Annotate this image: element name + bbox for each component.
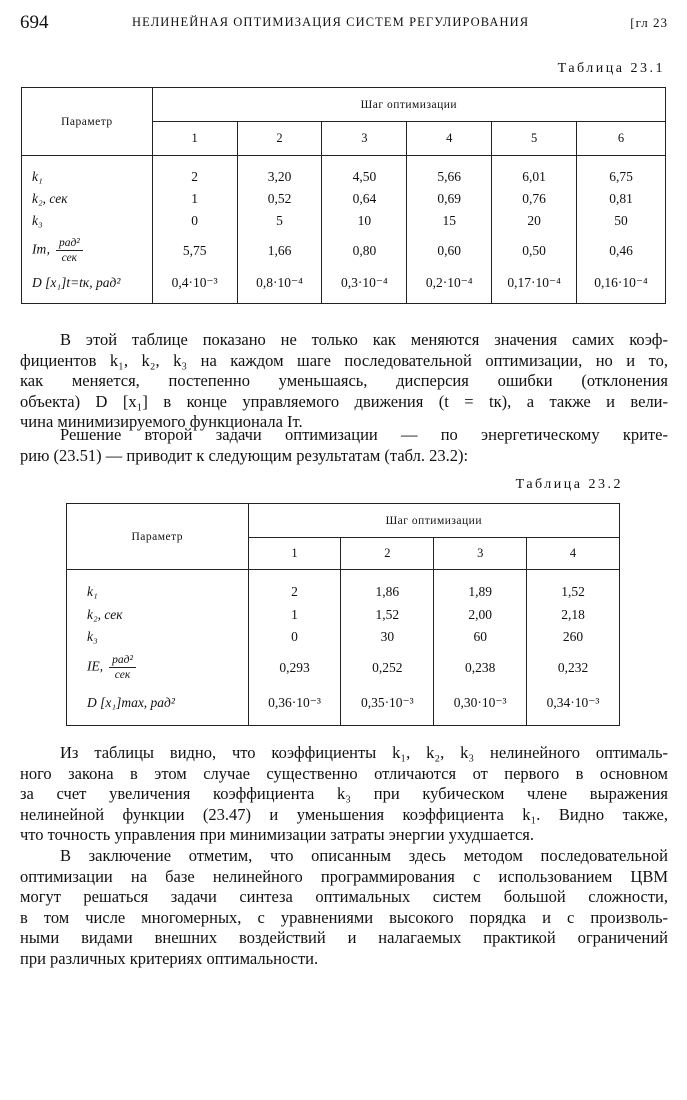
table-row bbox=[22, 270, 666, 304]
table-cell: 0,293 bbox=[248, 648, 341, 688]
table-cell: 0,35·10⁻³ bbox=[341, 688, 434, 726]
table2-step: 2 bbox=[341, 538, 434, 570]
row-label: D [x₁]max, рад² bbox=[87, 695, 175, 711]
row-label: k₁ bbox=[32, 168, 43, 184]
table-row bbox=[22, 210, 666, 232]
text-line: чина минимизируемого функционала Iт. bbox=[20, 412, 303, 432]
table-row bbox=[22, 188, 666, 210]
text-line: В заключение отметим, что описанным здесь методом последовательной bbox=[60, 846, 668, 865]
table2-step: 3 bbox=[434, 538, 527, 570]
text-line: ного закона в этом случае существенно отличаются от первого в основном bbox=[20, 763, 668, 783]
table2-step: 1 bbox=[248, 538, 341, 570]
table-cell: 0,238 bbox=[434, 648, 527, 688]
table-cell: 0,2·10⁻⁴ bbox=[407, 270, 492, 304]
table2-caption: Таблица 23.2 bbox=[515, 477, 623, 492]
row-label: IE, bbox=[87, 658, 104, 674]
row-label: k₂, сек bbox=[87, 606, 123, 622]
text-line: за счет увеличения коэффициента k₃ при кубическом члене выражения bbox=[20, 784, 668, 804]
table-cell: 0,34·10⁻³ bbox=[527, 688, 620, 726]
table-cell: 3,20 bbox=[237, 156, 322, 188]
table-row bbox=[67, 648, 620, 688]
table2-param-header: Параметр bbox=[67, 504, 249, 570]
text-line: как меняется, постепенно уменьшаясь, дисперсия ошибки (отклонения bbox=[20, 371, 668, 391]
running-title: НЕЛИНЕЙНАЯ ОПТИМИЗАЦИЯ СИСТЕМ РЕГУЛИРОВАНИЯ bbox=[132, 15, 530, 29]
paragraph-2 bbox=[20, 425, 668, 466]
table-cell: 4,50 bbox=[322, 156, 407, 188]
table-cell: 1 bbox=[248, 604, 341, 626]
table-cell: 1,86 bbox=[341, 570, 434, 604]
page-header bbox=[20, 12, 668, 36]
table-cell: 60 bbox=[434, 626, 527, 648]
unit-fraction: $\frac{\text{рад²}}{\text{сек}}$ bbox=[109, 654, 136, 681]
text-line: нелинейной функции (23.47) и уменьшения коэффициента k₁. Видно также, bbox=[20, 804, 668, 824]
text-line: Из таблицы видно, что коэффициенты k₁, k₂, k₃ нелинейного оптималь- bbox=[60, 743, 668, 762]
table-row bbox=[22, 156, 666, 188]
table-row bbox=[67, 688, 620, 726]
row-label: k₂, сек bbox=[32, 190, 68, 206]
page-number: 694 bbox=[20, 12, 49, 33]
table-cell: 0,46 bbox=[577, 232, 666, 270]
table-cell: 1,66 bbox=[237, 232, 322, 270]
paragraph-4 bbox=[20, 846, 668, 970]
row-label: Iт, bbox=[32, 241, 50, 257]
table-cell: 30 bbox=[341, 626, 434, 648]
table1-step: 6 bbox=[577, 122, 666, 156]
table-cell: 0,36·10⁻³ bbox=[248, 688, 341, 726]
paragraph-3 bbox=[20, 743, 668, 846]
text-line: Решение второй задачи оптимизации — по энергетическому крите- bbox=[60, 425, 668, 444]
table-cell: 6,75 bbox=[577, 156, 666, 188]
text-line: объекта) D [x₁] в конце управляемого движения (t = tк), а также и вели- bbox=[20, 391, 668, 411]
table-cell: 0,252 bbox=[341, 648, 434, 688]
text-line: при различных критериях оптимальности. bbox=[20, 948, 319, 968]
table-cell: 0,17·10⁻⁴ bbox=[492, 270, 577, 304]
table-cell: 260 bbox=[527, 626, 620, 648]
table-cell: 0,52 bbox=[237, 188, 322, 210]
table-cell: 5 bbox=[237, 210, 322, 232]
row-label: k₃ bbox=[32, 212, 43, 228]
table1-caption: Таблица 23.1 bbox=[557, 61, 665, 76]
table-cell: 5,66 bbox=[407, 156, 492, 188]
table-cell: 1,52 bbox=[527, 570, 620, 604]
table-cell: 20 bbox=[492, 210, 577, 232]
table-cell: 2,18 bbox=[527, 604, 620, 626]
text-line: рию (23.51) — приводит к следующим результатам (табл. 23.2): bbox=[20, 445, 469, 465]
table1-step: 2 bbox=[237, 122, 322, 156]
table-cell: 0,50 bbox=[492, 232, 577, 270]
table2-step: 4 bbox=[527, 538, 620, 570]
unit-fraction: $\frac{\text{рад²}}{\text{сек}}$ bbox=[56, 237, 83, 264]
table-cell: 0,8·10⁻⁴ bbox=[237, 270, 322, 304]
table-cell: 0 bbox=[152, 210, 237, 232]
table-row bbox=[67, 570, 620, 604]
table1-step: 4 bbox=[407, 122, 492, 156]
table-cell: 10 bbox=[322, 210, 407, 232]
table-cell: 0,81 bbox=[577, 188, 666, 210]
table-cell: 2,00 bbox=[434, 604, 527, 626]
table-cell: 0,16·10⁻⁴ bbox=[577, 270, 666, 304]
table-cell: 0,76 bbox=[492, 188, 577, 210]
row-label: k₁ bbox=[87, 583, 98, 599]
text-line: что точность управления при минимизации затраты энергии ухудшается. bbox=[20, 825, 535, 845]
table1-param-header: Параметр bbox=[22, 88, 153, 156]
row-label: D [x₁]t=tк, рад² bbox=[32, 275, 121, 291]
table-cell: 0 bbox=[248, 626, 341, 648]
table-23-2 bbox=[66, 503, 620, 726]
table-row bbox=[67, 626, 620, 648]
table2-step-header: Шаг оптимизации bbox=[248, 504, 619, 538]
table-cell: 1 bbox=[152, 188, 237, 210]
table-cell: 5,75 bbox=[152, 232, 237, 270]
table-cell: 2 bbox=[152, 156, 237, 188]
table-cell: 0,80 bbox=[322, 232, 407, 270]
text-line: ными видами внешних воздействий и налагаемых практикой ограничений bbox=[20, 928, 668, 948]
text-line: В этой таблице показано не только как меняются значения самих коэф- bbox=[60, 330, 668, 349]
table-cell: 0,3·10⁻⁴ bbox=[322, 270, 407, 304]
table-cell: 0,69 bbox=[407, 188, 492, 210]
table-cell: 0,30·10⁻³ bbox=[434, 688, 527, 726]
text-line: оптимизации на базе нелинейного программирования с использованием ЦВМ bbox=[20, 866, 668, 886]
table-23-1 bbox=[21, 87, 666, 304]
table-cell: 0,60 bbox=[407, 232, 492, 270]
table1-step-header: Шаг оптимизации bbox=[152, 88, 665, 122]
chapter-label: [гл 23 bbox=[630, 15, 668, 30]
row-label: k₃ bbox=[87, 628, 98, 644]
table-cell: 0,64 bbox=[322, 188, 407, 210]
table-row bbox=[67, 604, 620, 626]
table-cell: 50 bbox=[577, 210, 666, 232]
table-row bbox=[22, 232, 666, 270]
table-cell: 0,232 bbox=[527, 648, 620, 688]
table-cell: 6,01 bbox=[492, 156, 577, 188]
text-line: могут решаться задачи синтеза оптимальных систем большой сложности, bbox=[20, 887, 668, 907]
text-line: в том числе многомерных, с уравнениями высокого порядка и с произволь- bbox=[20, 907, 668, 927]
table-cell: 15 bbox=[407, 210, 492, 232]
table-cell: 0,4·10⁻³ bbox=[152, 270, 237, 304]
table-cell: 1,89 bbox=[434, 570, 527, 604]
text-line: фициентов k₁, k₂, k₃ на каждом шаге последовательной оптимизации, но и то, bbox=[20, 350, 668, 370]
table1-step: 3 bbox=[322, 122, 407, 156]
paragraph-1 bbox=[20, 330, 668, 433]
table-cell: 1,52 bbox=[341, 604, 434, 626]
table1-step: 1 bbox=[152, 122, 237, 156]
table1-step: 5 bbox=[492, 122, 577, 156]
table-cell: 2 bbox=[248, 570, 341, 604]
